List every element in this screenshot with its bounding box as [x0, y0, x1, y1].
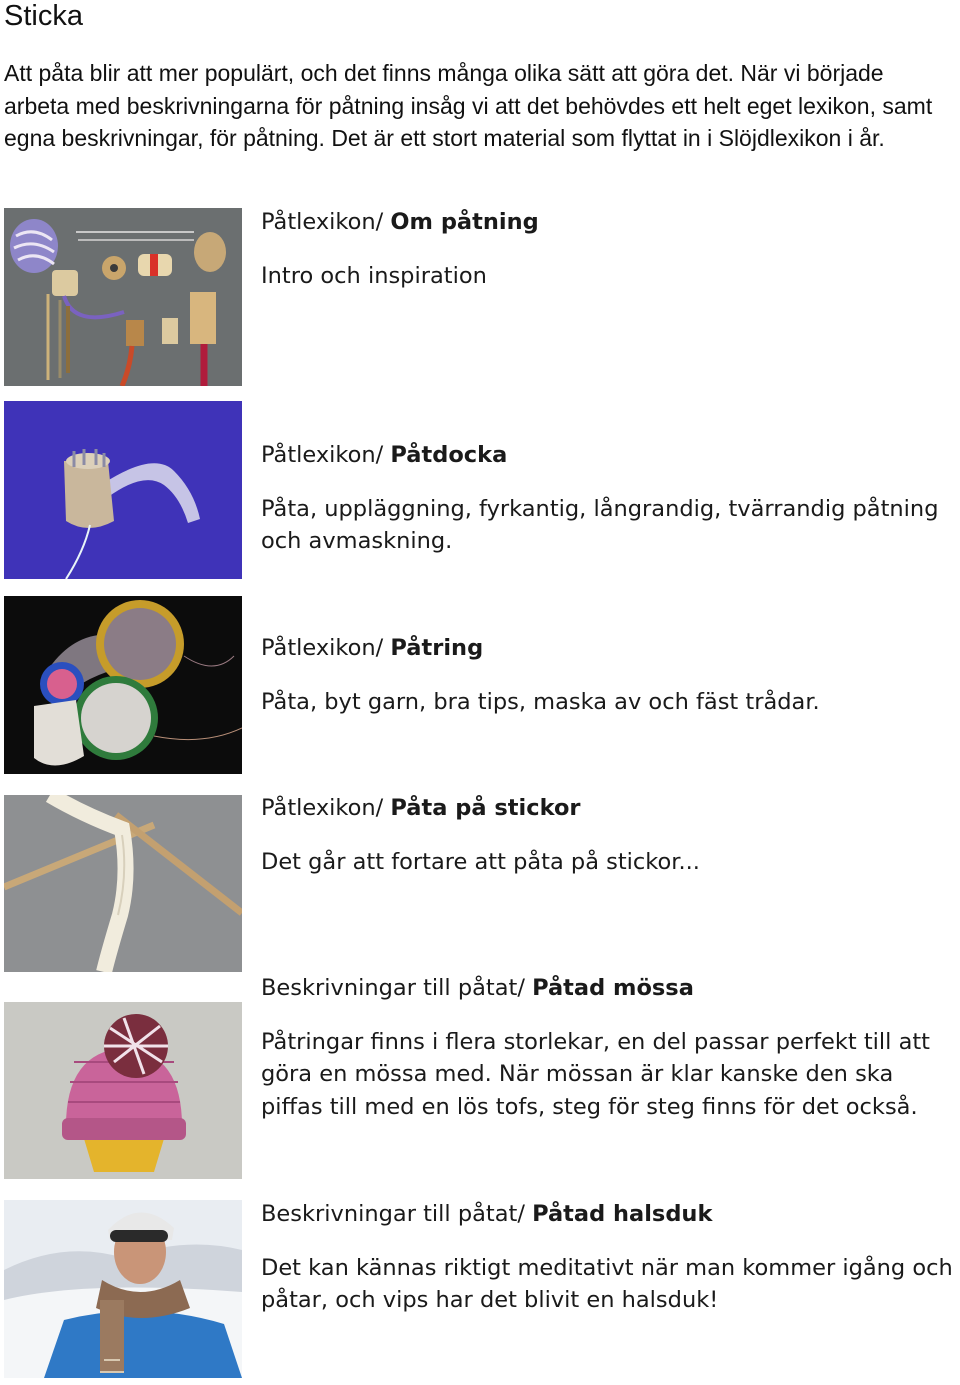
entry-description: Intro och inspiration	[261, 262, 487, 289]
entry-patdocka[interactable]	[261, 439, 959, 558]
entry-patad-halsduk[interactable]	[261, 1198, 959, 1317]
knitting-ring-photo[interactable]	[4, 596, 242, 774]
entry-link[interactable]: Påtad mössa	[532, 975, 694, 1001]
entry-link[interactable]: Påtring	[390, 635, 484, 661]
knitting-tools-photo[interactable]	[4, 208, 242, 386]
knitted-hat-photo[interactable]	[4, 1002, 242, 1179]
entry-heading[interactable]	[261, 206, 959, 239]
entry-description: Det kan kännas riktigt meditativt när man kommer igång och påtar, och vips har det blivit en halsduk!	[261, 1254, 953, 1313]
entry-heading[interactable]	[261, 1198, 959, 1231]
entry-heading[interactable]	[261, 792, 959, 825]
intro-paragraph: Att påta blir att mer populärt, och det finns många olika sätt att göra det. När vi började arbeta med beskrivningarna för påtning insåg vi att det behövdes ett helt eget lexikon, samt egna beskrivningar, för påtning. Det är ett stort material som flyttat in i Slöjdlexikon i år.	[4, 60, 933, 151]
entry-description: Påta, uppläggning, fyrkantig, långrandig, tvärrandig påtning och avmaskning.	[261, 495, 939, 554]
page-title: Sticka	[4, 0, 83, 32]
entry-heading[interactable]	[261, 439, 959, 472]
entry-description: Påtringar finns i flera storlekar, en del passar perfekt till att göra en mössa med. När mössan är klar kanske den ska piffas till med en lös tofs, steg för steg finns för det också.	[261, 1028, 931, 1120]
entry-description: Det går att fortare att påta på stickor...	[261, 848, 700, 875]
entry-prefix: Påtlexikon/	[261, 209, 391, 235]
entry-prefix: Beskrivningar till påtat/	[261, 1201, 533, 1227]
entry-prefix: Påtlexikon/	[261, 795, 391, 821]
entry-link[interactable]: Påtdocka	[390, 442, 508, 468]
entry-heading[interactable]	[261, 632, 959, 665]
entry-om-patning[interactable]	[261, 206, 959, 292]
spool-knitter-photo[interactable]	[4, 401, 242, 579]
entry-prefix: Beskrivningar till påtat/	[261, 975, 533, 1001]
entry-description: Påta, byt garn, bra tips, maska av och fäst trådar.	[261, 688, 820, 715]
entry-patad-mossa[interactable]	[261, 972, 959, 1123]
entry-prefix: Påtlexikon/	[261, 635, 391, 661]
entry-pata-pa-stickor[interactable]	[261, 792, 959, 878]
scarf-skier-photo[interactable]	[4, 1200, 242, 1378]
entry-heading[interactable]	[261, 972, 959, 1005]
entry-link[interactable]: Påtad halsduk	[532, 1201, 713, 1227]
entry-prefix: Påtlexikon/	[261, 442, 391, 468]
entry-patring[interactable]	[261, 632, 959, 718]
entry-link[interactable]: Om påtning	[390, 209, 539, 235]
entry-link[interactable]: Påta på stickor	[390, 795, 581, 821]
needles-cord-photo[interactable]	[4, 795, 242, 972]
